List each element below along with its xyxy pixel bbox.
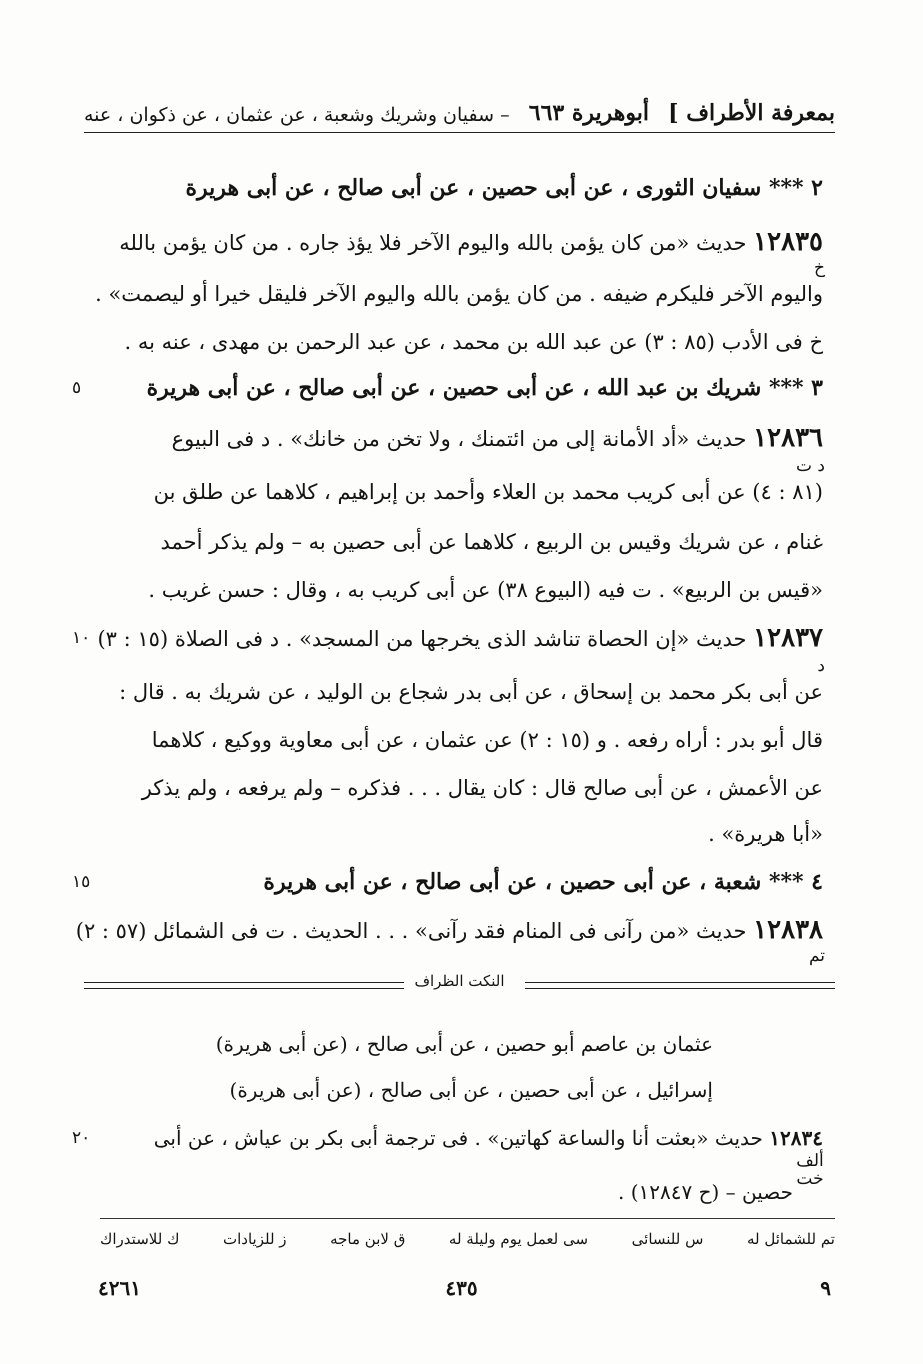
note-line: عثمان بن عاصم أبو حصين ، عن أبى صالح ، (عن أبى هريرة) [215, 1032, 713, 1056]
text-line: «أبا هريرة» . [708, 822, 823, 846]
note-line: حصين – (ح ١٢٨٤٧) . [617, 1180, 793, 1204]
siglum: د ت [796, 456, 825, 476]
hadith-number: ١٢٨٣٦ [753, 423, 823, 453]
footer-rule [100, 1218, 835, 1219]
notes-divider [84, 972, 835, 996]
chain-heading: ٤ *** شعبة ، عن أبى حصين ، عن أبى صالح ، عن أبى هريرة [263, 869, 823, 895]
line-number: ٥ [72, 378, 82, 398]
hadith-text: حديث «أد الأمانة إلى من ائتمنك ، ولا تخن من خانك» . د فى البيوع [171, 427, 747, 451]
hadith-number: ١٢٨٣٧ [753, 623, 823, 653]
abbr-item: ق لابن ماجه [330, 1230, 406, 1248]
hadith-line [119, 228, 823, 257]
hadith-text: حديث «من كان يؤمن بالله واليوم الآخر فلا يؤذ جاره . من كان يؤمن بالله [119, 231, 747, 255]
page-number-right: ٩ [820, 1276, 831, 1300]
siglum: تم [808, 946, 825, 966]
abbreviations-key [100, 1230, 835, 1248]
abbr-item: س للنسائى [631, 1230, 704, 1248]
header-left: – سفيان وشريك وشعبة ، عن عثمان ، عن ذكوان ، عنه [84, 104, 510, 126]
chain-heading: ٢ *** سفيان الثورى ، عن أبى حصين ، عن أبى صالح ، عن أبى هريرة [185, 175, 823, 201]
text-line: (٨١ : ٤) عن أبى كريب محمد بن العلاء وأحمد بن إبراهيم ، كلاهما عن طلق بن [153, 480, 823, 504]
hadith-text: حديث «من رآنى فى المنام فقد رآنى» . . . الحديث . ت فى الشمائل (٥٧ : ٢) [75, 919, 747, 943]
text-line: خ فى الأدب (٨٥ : ٣) عن عبد الله بن محمد ، عن عبد الرحمن بن مهدى ، عنه به . [124, 330, 823, 354]
abbr-item: تم للشمائل له [746, 1230, 835, 1248]
hadith-line [172, 424, 823, 453]
text-line: عن أبى بكر محمد بن إسحاق ، عن أبى بدر شجاع بن الوليد ، عن شريك به . قال : [119, 680, 823, 704]
text-line: غنام ، عن شريك وقيس بن الربيع ، كلاهما عن أبى حصين به – ولم يذكر أحمد [160, 530, 823, 554]
page-number-left: ٤٢٦١ [98, 1276, 141, 1300]
divider-rule [525, 982, 835, 989]
line-number: ١٠ [72, 628, 91, 648]
text-line: قال أبو بدر : أراه رفعه . و (١٥ : ٢) عن عثمان ، عن أبى معاوية ووكيع ، كلاهما [151, 728, 823, 752]
page-number-center: ٤٣٥ [445, 1276, 478, 1300]
text-line: واليوم الآخر فليكرم ضيفه . من كان يؤمن بالله واليوم الآخر فليقل خيرا أو ليصمت» . [95, 282, 823, 306]
siglum: ألف خت [796, 1151, 824, 1189]
note-hadith-line [154, 1124, 823, 1152]
hadith-number: ١٢٨٣٥ [753, 227, 823, 257]
siglum: خ [814, 258, 825, 278]
abbr-item: ك للاستدراك [100, 1230, 180, 1248]
abbr-item: ز للزيادات [223, 1230, 287, 1248]
note-hadith-number: ١٢٨٣٤ [769, 1126, 823, 1150]
note-hadith-text: حديث «بعثت أنا والساعة كهاتين» . فى ترجمة أبى بكر بن عياش ، عن أبى [153, 1126, 763, 1150]
header-center: أبوهريرة ٦٦٣ [528, 100, 649, 126]
hadith-text: حديث «إن الحصاة تناشد الذى يخرجها من المسجد» . د فى الصلاة (١٥ : ٣) [97, 627, 747, 651]
hadith-line [97, 624, 823, 653]
header-rule [84, 132, 835, 133]
notes-title: النكت الظراف [408, 972, 510, 990]
hadith-line [76, 916, 823, 945]
text-line: «قيس بن الربيع» . ت فيه (البيوع ٣٨) عن أبى كريب به ، وقال : حسن غريب . [148, 578, 823, 602]
abbr-item: سى لعمل يوم وليلة له [448, 1230, 589, 1248]
header-right: بمعرفة الأطراف ] [668, 100, 835, 126]
siglum: د [817, 656, 825, 676]
chain-heading: ٣ *** شريك بن عبد الله ، عن أبى حصين ، عن أبى صالح ، عن أبى هريرة [146, 375, 823, 401]
running-header [84, 86, 835, 126]
hadith-number: ١٢٨٣٨ [753, 915, 823, 945]
text-line: عن الأعمش ، عن أبى صالح قال : كان يقال . . . فذكره – ولم يرفعه ، ولم يذكر [141, 776, 823, 800]
line-number: ١٥ [72, 872, 91, 892]
divider-rule [84, 982, 404, 989]
note-line: إسرائيل ، عن أبى حصين ، عن أبى صالح ، (عن أبى هريرة) [229, 1078, 713, 1102]
line-number: ٢٠ [72, 1128, 91, 1148]
